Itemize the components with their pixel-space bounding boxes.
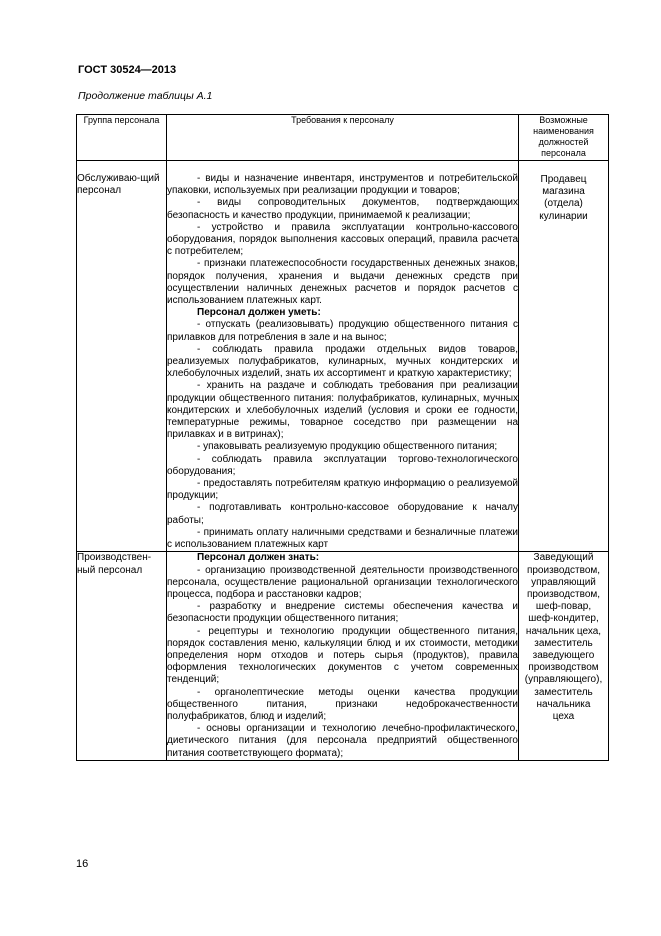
page-number: 16 [76, 858, 89, 870]
requirement-item: - отпускать (реализовывать) продукцию общественного питания с прилавков для потребления в зале и на вынос; [167, 319, 518, 343]
positions-cell [519, 161, 609, 552]
position-line: шеф-кондитер, [528, 613, 599, 625]
requirement-item: - виды сопроводительных документов, подтверждающих безопасность и качество продукции, принимаемой к реализации; [167, 197, 518, 221]
requirement-item: - органолептические методы оценки качества продукции общественного питания, признаки недоброкачественности полуфабрикатов, блюд и изделий; [167, 686, 518, 722]
position-line: начальник цеха, [525, 625, 602, 637]
table-row [77, 161, 609, 552]
table-header-row [77, 115, 609, 161]
requirement-item: - упаковывать реализуемую продукцию общественного питания; [197, 441, 498, 453]
position-line: заместитель [534, 637, 593, 649]
requirement-item: - принимать оплату наличными средствами и безналичные платежи с использованием платежных карт [167, 526, 518, 551]
requirements-cell [167, 161, 519, 552]
position-line: шеф-повар, [535, 601, 592, 613]
requirement-item: - виды и назначение инвентаря, инструментов и потребительской упаковки, используемых при реализации продукции и товаров; [167, 173, 518, 197]
position-line: (управляющего), [524, 674, 603, 686]
requirements-cell [167, 552, 519, 760]
standard-number: ГОСТ 30524—2013 [78, 64, 177, 76]
position-line: производством, [526, 564, 601, 576]
requirement-item: - хранить на раздаче и соблюдать требования при реализации продукции общественного питания: полуфабрикатов, кулинарных, мучных кондитерских и хлебобулочных изделий (условия и сроки ее годности, температурные режимы, товарное соседство при размещении на прилавках и в витринах); [167, 380, 518, 441]
requirement-heading: Персонал должен уметь: [197, 307, 321, 319]
position-line: Заведующий [533, 552, 594, 564]
table-row [77, 552, 609, 760]
column-header-positions: Возможные наименования должностей персонала [519, 115, 609, 161]
position-line: цеха [552, 710, 575, 722]
position-line: управляющий [531, 576, 596, 588]
requirement-item: - предоставлять потребителям краткую информацию о реализуемой продукции; [167, 478, 518, 502]
requirement-item: - соблюдать правила продажи отдельных видов товаров, реализуемых полуфабрикатов, кулинарных, мучных кондитерских и хлебобулочных изделий, знать их ассортимент и краткую характеристику; [167, 343, 518, 380]
position-line: Продавец [540, 174, 587, 185]
column-header-requirements: Требования к персоналу [167, 115, 519, 161]
position-line: заместитель [534, 686, 593, 698]
group-cell: Производствен-ный персонал [77, 552, 167, 760]
position-line: производством, [526, 588, 601, 600]
requirement-item: - признаки платежеспособности государственных денежных знаков, порядок получения, хранения и выдачи денежных средств при осуществлении наличных денежных расчетов и порядок расчетов с использованием платежных карт. [167, 258, 518, 307]
requirement-item: - устройство и правила эксплуатации контрольно-кассового оборудования, порядок выполнения кассовых операций, правила расчета с потребителем; [167, 221, 518, 258]
position-line: кулинарии [539, 210, 588, 222]
requirement-item: - соблюдать правила эксплуатации торгово-технологического оборудования; [167, 453, 518, 477]
requirement-heading: Персонал должен знать: [197, 552, 320, 564]
requirement-item: - рецептуры и технологию продукции общественного питания, порядок составления меню, калькуляции блюд и их стоимости, методики определения норм отходов и потерь сырья (продуктов), правила оформления технологических документов с учетом современных тенденций; [167, 625, 518, 686]
position-line: производством [528, 662, 599, 674]
column-header-group: Группа персонала [77, 115, 167, 161]
position-line: (отдела) [544, 198, 583, 210]
table-continuation-caption: Продолжение таблицы А.1 [78, 90, 213, 102]
position-line: магазина [542, 186, 585, 198]
position-line: заведующего [532, 649, 595, 661]
requirements-table [76, 114, 609, 761]
requirement-item: - основы организации и технологию лечебно-профилактического, диетического питания (для персонала предприятий общественного питания соответствующего формата); [167, 723, 518, 759]
positions-cell [519, 552, 609, 760]
requirement-item: - подготавливать контрольно-кассовое оборудование к началу работы; [167, 502, 518, 526]
requirement-item: - организацию производственной деятельности производственного персонала, осуществление рациональной организации технологического процесса, подбора и расстановки кадров; [167, 564, 518, 600]
requirement-item: - разработку и внедрение системы обеспечения качества и безопасности продукции общественного питания; [167, 601, 518, 625]
position-line: начальника [536, 698, 591, 710]
group-cell: Обслуживаю-щий персонал [77, 161, 167, 552]
